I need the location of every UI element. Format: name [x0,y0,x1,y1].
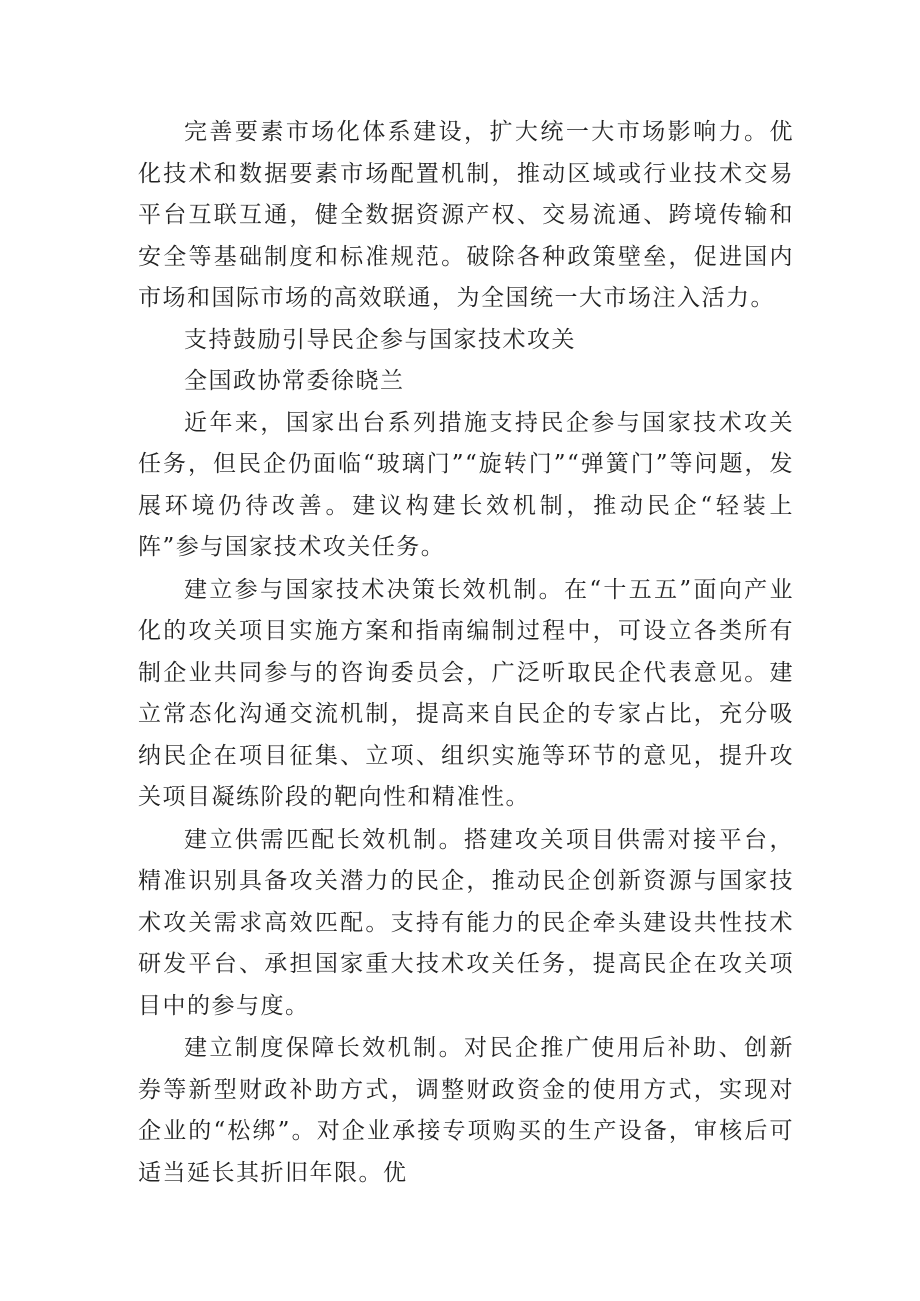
paragraph-decision-mechanism: 建立参与国家技术决策长效机制。在“十五五”面向产业化的攻关项目实施方案和指南编制过程中，可设立各类所有制企业共同参与的咨询委员会，广泛听取民企代表意见。建立常态化沟通交流机制，提高来自民企的专家占比，充分吸纳民企在项目征集、立项、组织实施等环节的意见，提升攻关项目凝练阶段的靶向性和精准性。 [138,576,794,810]
paragraph-supply-demand-mechanism: 建立供需匹配长效机制。搭建攻关项目供需对接平台，精准识别具备攻关潜力的民企，推动民企创新资源与国家技术攻关需求高效匹配。支持有能力的民企牵头建设共性技术研发平台、承担国家重大技术攻关任务，提高民企在攻关项目中的参与度。 [138,826,794,1019]
section-title: 支持鼓励引导民企参与国家技术攻关 [184,326,576,353]
paragraph-introduction: 近年来，国家出台系列措施支持民企参与国家技术攻关任务，但民企仍面临“玻璃门”“旋转门”“弹簧门”等问题，发展环境仍待改善。建议构建长效机制，推动民企“轻装上阵”参与国家技术攻关任务。 [138,409,794,560]
author-line: 全国政协常委徐晓兰 [184,368,405,394]
paragraph-market-system: 完善要素市场化体系建设，扩大统一大市场影响力。优化技术和数据要素市场配置机制，推动区域或行业技术交易平台互联互通，健全数据资源产权、交易流通、跨境传输和安全等基础制度和标准规范。破除各种政策壁垒，促进国内市场和国际市场的高效联通，为全国统一大市场注入活力。 [138,119,794,311]
document-body [138,112,794,1194]
paragraph-institutional-guarantee: 建立制度保障长效机制。对民企推广使用后补助、创新券等新型财政补助方式，调整财政资金的使用方式，实现对企业的“松绑”。对企业承接专项购买的生产设备，审核后可适当延长其折旧年限。优 [138,1035,794,1186]
